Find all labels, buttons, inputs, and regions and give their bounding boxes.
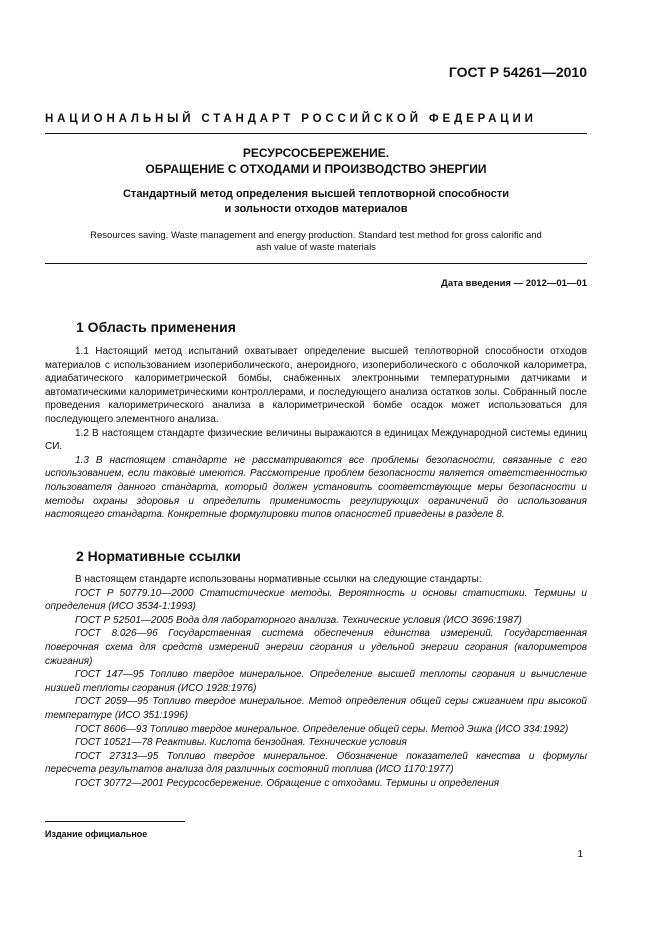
page-number: 1 xyxy=(577,849,583,860)
reference-item: ГОСТ 147—95 Топливо твердое минеральное. Определение высшей теплоты сгорания и вычисление низшей теплоты сгорания (ИСО 1928:1976) xyxy=(45,669,587,694)
section-2-heading: 2 Нормативные ссылки xyxy=(76,548,241,564)
header-rule xyxy=(45,133,587,134)
reference-item: ГОСТ 2059—95 Топливо твердое минеральное. Метод определения общей серы сжиганием при высокой температуре (ИСО 351:1996) xyxy=(45,696,587,721)
national-standard-heading: НАЦИОНАЛЬНЫЙ СТАНДАРТ РОССИЙСКОЙ ФЕДЕРАЦИИ xyxy=(45,113,537,125)
document-code: ГОСТ Р 54261—2010 xyxy=(448,64,587,80)
reference-item: ГОСТ Р 50779.10—2000 Статистические методы. Вероятность и основы статистики. Термины и определения (ИСО 3534-1:1993) xyxy=(45,587,587,613)
reference-item: ГОСТ 8606—93 Топливо твердое минеральное. Определение общей серы. Метод Эшка (ИСО 334:1992) xyxy=(75,723,569,735)
title-rule xyxy=(45,263,587,264)
subtitle-line-1: Стандартный метод определения высшей теплотворной способности xyxy=(122,188,509,200)
section-1-body xyxy=(45,345,587,522)
paragraph-1-2: 1.2 В настоящем стандарте физические величины выражаются в единицах Международной системы единиц СИ. xyxy=(45,427,587,453)
document-title xyxy=(45,145,587,177)
english-title-line-1: Resources saving. Waste management and energy production. Standard test method for gross calorific and xyxy=(90,230,542,241)
paragraph-1-1: 1.1 Настоящий метод испытаний охватывает определение высшей теплотворной способности отходов материалов с использованием изопериболического, анероидного, изопериболического с оболочкой калориметра, адиабатического калориметрической бомбы, снабженных электронными температурными датчиками и автоматическими калориметрическими контроллерами, и последующего анализа остатков золы. Собранный после проведения калориметрического анализа в калориметрической бомбе осадок может использоваться для последующего элементного анализа. xyxy=(45,346,587,425)
subtitle-line-2: и зольности отходов материалов xyxy=(224,203,408,215)
section-2-body xyxy=(45,573,587,791)
document-subtitle xyxy=(45,187,587,217)
reference-item: ГОСТ Р 52501—2005 Вода для лабораторного анализа. Технические условия (ИСО 3696:1987) xyxy=(75,614,522,626)
english-title-line-2: ash value of waste materials xyxy=(256,242,376,253)
reference-item: ГОСТ 8.026—96 Государственная система обеспечения единства измерений. Государственная поверочная схема для средств измерений энергии сгорания и удельной энергии сгорания (калориметров сжигания) xyxy=(45,628,587,667)
title-line-1: РЕСУРСОСБЕРЕЖЕНИЕ. xyxy=(242,146,390,160)
english-title xyxy=(45,230,587,254)
references-intro: В настоящем стандарте использованы нормативные ссылки на следующие стандарты: xyxy=(75,574,482,585)
official-edition-label: Издание официальное xyxy=(45,829,148,839)
reference-item: ГОСТ 10521—78 Реактивы. Кислота бензойная. Технические условия xyxy=(75,737,407,749)
reference-item: ГОСТ 30772—2001 Ресурсосбережение. Обращение с отходами. Термины и определения xyxy=(75,777,500,789)
paragraph-1-3: 1.3 В настоящем стандарте не рассматриваются все проблемы безопасности, связанные с его использованием, если таковые имеются. Рассмотрение проблем безопасности является ответственностью пользователя данного стандарта, который должен установить соответствующие меры безопасности и методы охраны здоровья и определить применимость регулирующих ограничений до использования настоящего стандарта. Конкретные формулировки типов опасностей приведены в разделе 8. xyxy=(45,454,587,521)
title-line-2: ОБРАЩЕНИЕ С ОТХОДАМИ И ПРОИЗВОДСТВО ЭНЕРГИИ xyxy=(145,162,487,176)
section-1-heading: 1 Область применения xyxy=(76,319,236,335)
introduction-date: Дата введения — 2012—01—01 xyxy=(441,278,587,289)
footer-rule xyxy=(45,821,185,822)
reference-item: ГОСТ 27313—95 Топливо твердое минеральное. Обозначение показателей качества и формулы пересчета результатов анализа для различных состояний топлива (ИСО 1170:1977) xyxy=(45,750,587,776)
